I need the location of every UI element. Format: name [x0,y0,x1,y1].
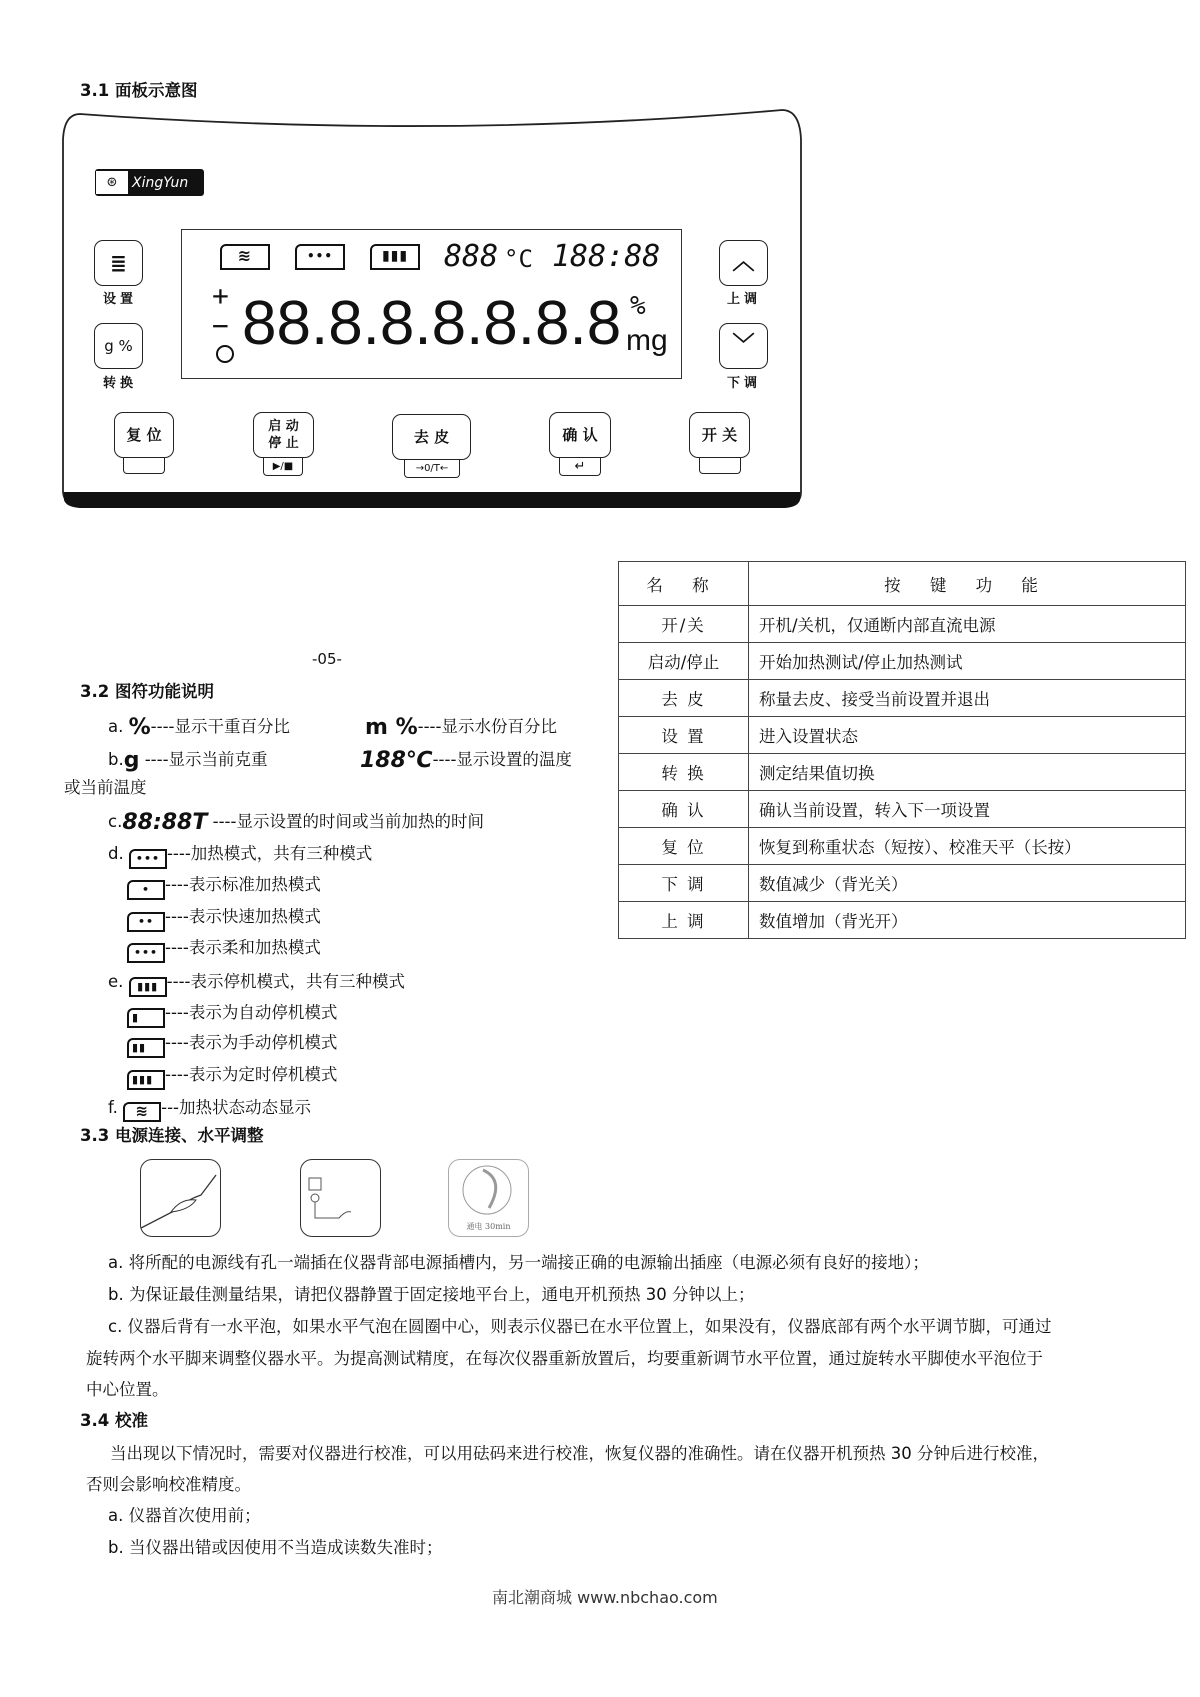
key-name: 确 认 [619,791,749,828]
xingyun-logo [95,169,204,196]
item-letter: d. [108,844,124,863]
key-name: 转 换 [619,754,749,791]
desc-standard-heating: ----表示标准加热模式 [165,875,321,894]
temperature-unit: °C [504,245,533,273]
table-row [619,754,1186,791]
section-title-3-4: 3.4 校准 [80,1411,148,1430]
confirm-button[interactable] [549,412,611,458]
key-function: 确认当前设置，转入下一项设置 [749,791,1186,828]
desc-temperature-cont: 或当前温度 [64,778,147,797]
start-stop-tab [263,458,303,476]
power-step-b: b. 为保证最佳测量结果，请把仪器静置于固定接地平台上，通电开机预热 30 分钟以上； [108,1285,755,1304]
confirm-tab [559,458,601,476]
heating-mode-icon: ••• [129,849,167,869]
desc-heating-mode: ----加热模式，共有三种模式 [166,844,373,863]
calibration-intro-line2: 否则会影响校准精度。 [86,1475,251,1494]
gram-symbol-icon: g [123,748,140,773]
key-function: 数值增加（背光开） [749,902,1186,939]
tare-button[interactable] [392,414,471,460]
reset-label: 复 位 [126,426,162,444]
convert-label: 转换 [102,376,137,391]
desc-fast-heating: ----表示快速加热模式 [165,907,321,926]
percent-unit: % [630,291,646,321]
manual-stop-icon: ▮▮ [127,1038,165,1058]
down-label: 下调 [726,376,761,391]
key-function: 恢复到称重状态（短按）、校准天平（长按） [749,828,1186,865]
item-letter: a. [108,717,124,736]
item-letter: e. [108,972,124,991]
table-row [619,902,1186,939]
fast-heating-icon: •• [127,912,165,932]
tare-zero-icon: →0/T← [415,463,449,474]
section-title-3-3: 3.3 电源连接、水平调整 [80,1126,264,1145]
table-row [619,791,1186,828]
level-step-c: c. 仪器后背有一水平泡，如果水平气泡在圆圈中心，则表示仪器已在水平位置上，如果没有，仪器底部有两个水平调节脚，可通过 [108,1317,1052,1336]
temperature-digits: 888 [444,239,499,274]
stop-label: 停 止 [268,436,299,451]
enter-icon: ↵ [574,459,586,474]
page-number: -05- [312,650,342,668]
time-digits: 188:88 [552,239,661,274]
tare-tab [404,460,460,478]
logo-emblem-icon: ⊛ [96,171,128,194]
key-name: 开/关 [619,606,749,643]
chevron-up-icon: ︿ [732,250,755,275]
key-function: 数值减少（背光关） [749,865,1186,902]
moisture-percent-symbol-icon: m % [365,715,418,740]
plug-icon [141,1160,219,1235]
desc-moisture: ----显示水份百分比 [417,717,557,736]
minus-sign: − [212,309,229,342]
desc-gram: ----显示当前克重 [144,750,268,769]
table-row [619,680,1186,717]
start-stop-button[interactable] [253,412,314,458]
mg-unit: mg [626,324,668,357]
calibration-case-b: b. 当仪器出错或因使用不当造成读数失准时； [108,1538,443,1557]
lcd-display [181,229,682,379]
level-step-c-line3: 中心位置。 [86,1380,169,1399]
table-row [619,643,1186,680]
desc-soft-heating: ----表示柔和加热模式 [165,938,321,957]
table-header-row [619,562,1186,606]
key-name: 启动/停止 [619,643,749,680]
confirm-label: 确 认 [562,426,598,444]
power-button[interactable] [689,412,750,458]
table-row [619,717,1186,754]
table-row [619,606,1186,643]
item-letter: c. [108,812,123,831]
table-row [619,828,1186,865]
key-function: 称量去皮、接受当前设置并退出 [749,680,1186,717]
stop-mode-icon: ▮▮▮ [370,244,420,270]
key-name: 去 皮 [619,680,749,717]
reset-button[interactable] [114,412,174,458]
time-symbol-icon: 88:88T [122,810,208,835]
standard-heating-icon: • [127,880,165,900]
timed-stop-icon: ▮▮▮ [127,1070,165,1090]
header-function: 按 键 功 能 [749,562,1186,606]
socket-illustration [300,1159,381,1237]
desc-timed-stop: ----表示为定时停机模式 [165,1065,338,1084]
temperature-symbol-icon: 188℃ [360,748,433,773]
item-letter: b. [108,750,124,769]
plus-sign: + [212,279,229,312]
tare-label: 去 皮 [413,428,450,446]
main-weight-digits: 88.8.8.8.8.8.8 [242,289,622,358]
level-step-c-line2: 旋转两个水平脚来调整仪器水平。为提高测试精度，在每次仪器重新放置后，均要重新调节水平位置，通过旋转水平脚使水平泡位于 [86,1349,1043,1368]
soft-heating-icon: ••• [127,943,165,963]
key-function: 开机/关机，仅通断内部直流电源 [749,606,1186,643]
convert-button[interactable] [94,323,143,369]
power-step-a: a. 将所配的电源线有孔一端插在仪器背部电源插槽内，另一端接正确的电源输出插座（电源必须有良好的接地）； [108,1253,929,1272]
up-label: 上调 [726,292,761,307]
logo-text: XingYun [132,174,189,191]
key-function-table [618,561,1186,939]
key-name: 上 调 [619,902,749,939]
desc-stop-mode: ----表示停机模式，共有三种模式 [166,972,405,991]
heating-status-icon: ≋ [220,244,270,270]
section-title-3-1: 3.1 面板示意图 [80,81,198,100]
desc-dry-weight: ----显示干重百分比 [150,717,290,736]
start-label: 启 动 [268,419,299,434]
desc-time: ----显示设置的时间或当前加热的时间 [212,812,484,831]
power-cord-illustration [140,1159,221,1237]
heating-mode-icon: ••• [295,244,345,270]
stop-mode-icon: ▮▮▮ [129,977,167,997]
settings-list-icon: ≣ [110,251,127,275]
socket-icon [301,1160,379,1235]
auto-stop-icon: ▮ [127,1008,165,1028]
settings-button[interactable] [94,240,143,286]
down-button[interactable] [719,323,768,369]
calibration-case-a: a. 仪器首次使用前； [108,1506,261,1525]
zero-indicator-icon [216,345,234,363]
up-button[interactable] [719,240,768,286]
convert-button-face: g % [104,337,133,355]
section-title-3-2: 3.2 图符功能说明 [80,682,214,701]
key-function: 测定结果值切换 [749,754,1186,791]
desc-heating-status: ---加热状态动态显示 [161,1098,311,1117]
reset-button-tab [123,456,165,474]
warmup-illustration [448,1159,529,1237]
chevron-down-icon: ﹀ [732,333,755,358]
play-stop-icon: ▶/■ [272,461,294,472]
key-function: 进入设置状态 [749,717,1186,754]
footer-watermark: 南北潮商城 www.nbchao.com [492,1588,718,1607]
key-name: 设 置 [619,717,749,754]
key-name: 下 调 [619,865,749,902]
warmup-caption: 通电 30min [466,1222,511,1231]
desc-temperature: ----显示设置的温度 [432,750,572,769]
key-function: 开始加热测试/停止加热测试 [749,643,1186,680]
key-name: 复 位 [619,828,749,865]
clock-icon [449,1160,527,1220]
header-name: 名 称 [619,562,749,606]
power-tab [699,456,741,474]
percent-symbol-icon: % [128,715,151,740]
calibration-intro: 当出现以下情况时，需要对仪器进行校准，可以用砝码来进行校准，恢复仪器的准确性。请在仪器开机预热 30 分钟后进行校准， [110,1444,1049,1463]
power-label: 开 关 [701,426,738,444]
desc-manual-stop: ----表示为手动停机模式 [165,1033,338,1052]
item-letter: f. [108,1098,118,1117]
desc-auto-stop: ----表示为自动停机模式 [165,1003,338,1022]
heating-status-icon: ≋ [123,1102,161,1122]
settings-label: 设置 [102,292,137,307]
table-row [619,865,1186,902]
